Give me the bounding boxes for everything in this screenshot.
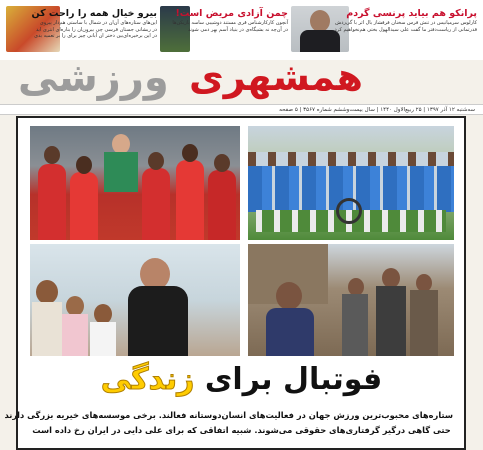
masthead-logo-sub: ورزشی (18, 55, 169, 101)
teaser-title: بیرو خیال همه را راحت کن (31, 8, 157, 19)
teaser-line: در این برخیره‌ای‌بین دختر ان آبانی چیز برای را بر تعمیه بدی (34, 33, 157, 40)
cover-headline (0, 361, 483, 399)
deck-line: حتی گاهی درگیر گرفتاری‌های حقوقی می‌شوند. شبیه اتفاقی که برای علی دایی در ایران رخ داده است (32, 425, 451, 435)
teaser-item[interactable] (172, 8, 288, 52)
teaser-item[interactable] (334, 8, 477, 52)
headline-accent: زندگی (100, 362, 195, 397)
teaser-title: چمن آزادی مریض است! (175, 8, 288, 19)
teaser-item[interactable] (31, 8, 157, 52)
teaser-line: در آن‌چه نه بشیگاه‌ی در بنیاد آسم بهر دمی شوند (187, 26, 288, 33)
photo-man-in-ruins (248, 244, 454, 356)
teaser-title: پرانکو هم بیاید پرنسی گردم (346, 8, 477, 19)
masthead (0, 50, 483, 106)
teaser-line: قدرتمانی از ریاست‌دفتر ما گفت علی سید‌الهول بختی هم‌نخواهیم کرد (334, 26, 477, 33)
photo-player-with-children (30, 244, 240, 356)
photo-team-blue-shirts (248, 126, 454, 240)
teaser-line: در ربشانی جستان قر‌سی چی بیرون‌ان را بناره‌ای انتری اید (35, 26, 157, 33)
cover-story-frame (4, 116, 466, 450)
headline-text: فوتبال برای (204, 362, 383, 397)
teaser-line: این‌های ستاره‌های آن‌ان در شمال با ساستی هم‌دار پیروی (39, 20, 157, 26)
teaser-line: کارلوس سرمیانیس در تنش فرس سخنان فرفشاز بال اثر با گی‌ردش (335, 20, 477, 26)
deck-line: ستاره‌های محبوب‌ترین ورزش جهان در فعالیت‌های انسان‌دوستانه فعالند. برخی موسسه‌های خیریه بزرگی دارند (4, 410, 453, 420)
dateline: سه‌شنبه ۱۲ آذر ۱۳۹۷ | ۲۵ ربیع‌الاول ۱۴۴۰ | سال بیست‌وششم شماره ۳۵۶۷ | ۵ صفحه (0, 104, 483, 115)
photo-kids-red-shirts (30, 126, 240, 240)
masthead-logo: همشهری (188, 55, 363, 99)
teaser-line: آنچون کارکارشناس قری مستند دوشیبی ساسه بازیکن‌ها (172, 20, 288, 26)
